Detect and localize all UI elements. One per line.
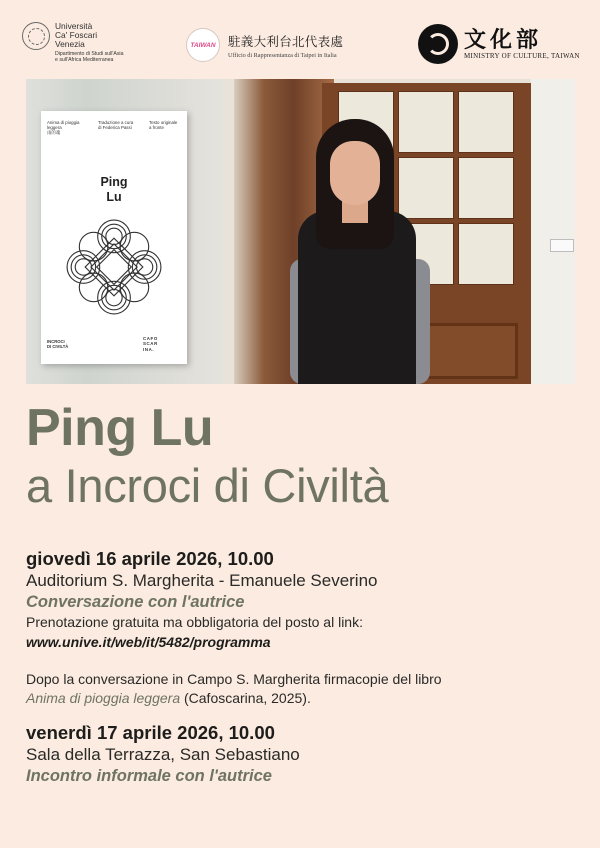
unive-line-1: Università (55, 21, 93, 31)
ca-foscari-logo (22, 22, 123, 63)
event-1-booking-link[interactable]: www.unive.it/web/it/5482/programma (26, 634, 271, 650)
book-cover (41, 111, 187, 364)
book-original-line-2: a fronte (149, 125, 164, 130)
event-1-talk: Conversazione con l'autrice (26, 593, 245, 611)
taipei-office-chinese: 駐義大利台北代表處 (228, 33, 344, 49)
poster-subtitle: a Incroci di Civiltà (26, 459, 389, 512)
event-1-book-title: Anima di pioggia leggera (26, 690, 181, 706)
unive-line-3: Venezia (55, 39, 85, 50)
event-1-book-line (26, 689, 586, 708)
book-author-line-2: Lu (106, 190, 122, 204)
book-cover-title: Anima di pioggia leggera (47, 120, 80, 130)
book-publisher-line-1: CAFO (143, 336, 158, 341)
ministry-of-culture-logo (418, 24, 580, 64)
ministry-chinese-name: 文化部 (464, 27, 543, 53)
taiwan-badge-icon (186, 28, 220, 62)
unive-line-2: Ca' Foscari (55, 30, 98, 41)
event-details (26, 548, 586, 787)
event-1-book-publisher: (Cafoscarina, 2025). (180, 690, 311, 706)
event-2-venue: Sala della Terrazza, San Sebastiano (26, 745, 300, 764)
book-cover-title-chinese: 雨的魂 (47, 130, 61, 135)
department-name (55, 51, 123, 63)
book-series-line-2: DI CIVILTÀ (47, 344, 69, 349)
book-series-line-1: INCROCI (47, 339, 65, 344)
author-portrait (296, 119, 436, 384)
book-translation-line-1: Traduzione a cura (98, 120, 134, 125)
book-author-line-1: Ping (100, 175, 128, 189)
taiwan-badge-text: TAIWAN (190, 41, 216, 49)
university-seal-icon (22, 22, 50, 50)
knot-pattern-icon (63, 216, 165, 318)
taipei-office-italian: Ufficio di Rappresentanza di Taipei in Italia (228, 51, 337, 59)
book-original-line-1: Testo originale (149, 120, 178, 125)
ca-foscari-name (55, 22, 123, 63)
ministry-emblem-icon (418, 24, 458, 64)
book-translation-line-2: di Federica Passi (98, 125, 132, 130)
photo-wall-right (531, 79, 575, 384)
department-line-1: Dipartimento di Studi sull'Asia (55, 50, 124, 57)
book-publisher-line-3: INA. (143, 346, 155, 352)
book-cover-author (41, 175, 187, 205)
taipei-office-logo (186, 28, 343, 62)
ministry-english-name: MINISTRY OF CULTURE, TAIWAN (464, 52, 580, 60)
event-2-talk: Incontro informale con l'autrice (26, 767, 272, 785)
event-1-date: giovedì 16 aprile 2026, 10.00 (26, 548, 274, 569)
book-series-label (47, 339, 87, 349)
poster-title: Ping Lu (26, 399, 214, 457)
light-switch (550, 239, 574, 252)
author-photo (26, 79, 575, 384)
department-line-2: e sull'Africa Mediterranea (55, 56, 114, 63)
event-2-date: venerdì 17 aprile 2026, 10.00 (26, 722, 275, 743)
event-1-venue: Auditorium S. Margherita - Emanuele Severino (26, 571, 378, 590)
event-1-after-note: Dopo la conversazione in Campo S. Margherita firmacopie del libro (26, 671, 442, 687)
book-cover-meta (47, 120, 183, 135)
book-publisher-label (143, 336, 173, 352)
logo-bar (0, 0, 600, 78)
event-1-booking-note: Prenotazione gratuita ma obbligatoria del posto al link: (26, 614, 363, 630)
book-publisher-line-2: SCAR (143, 341, 158, 347)
